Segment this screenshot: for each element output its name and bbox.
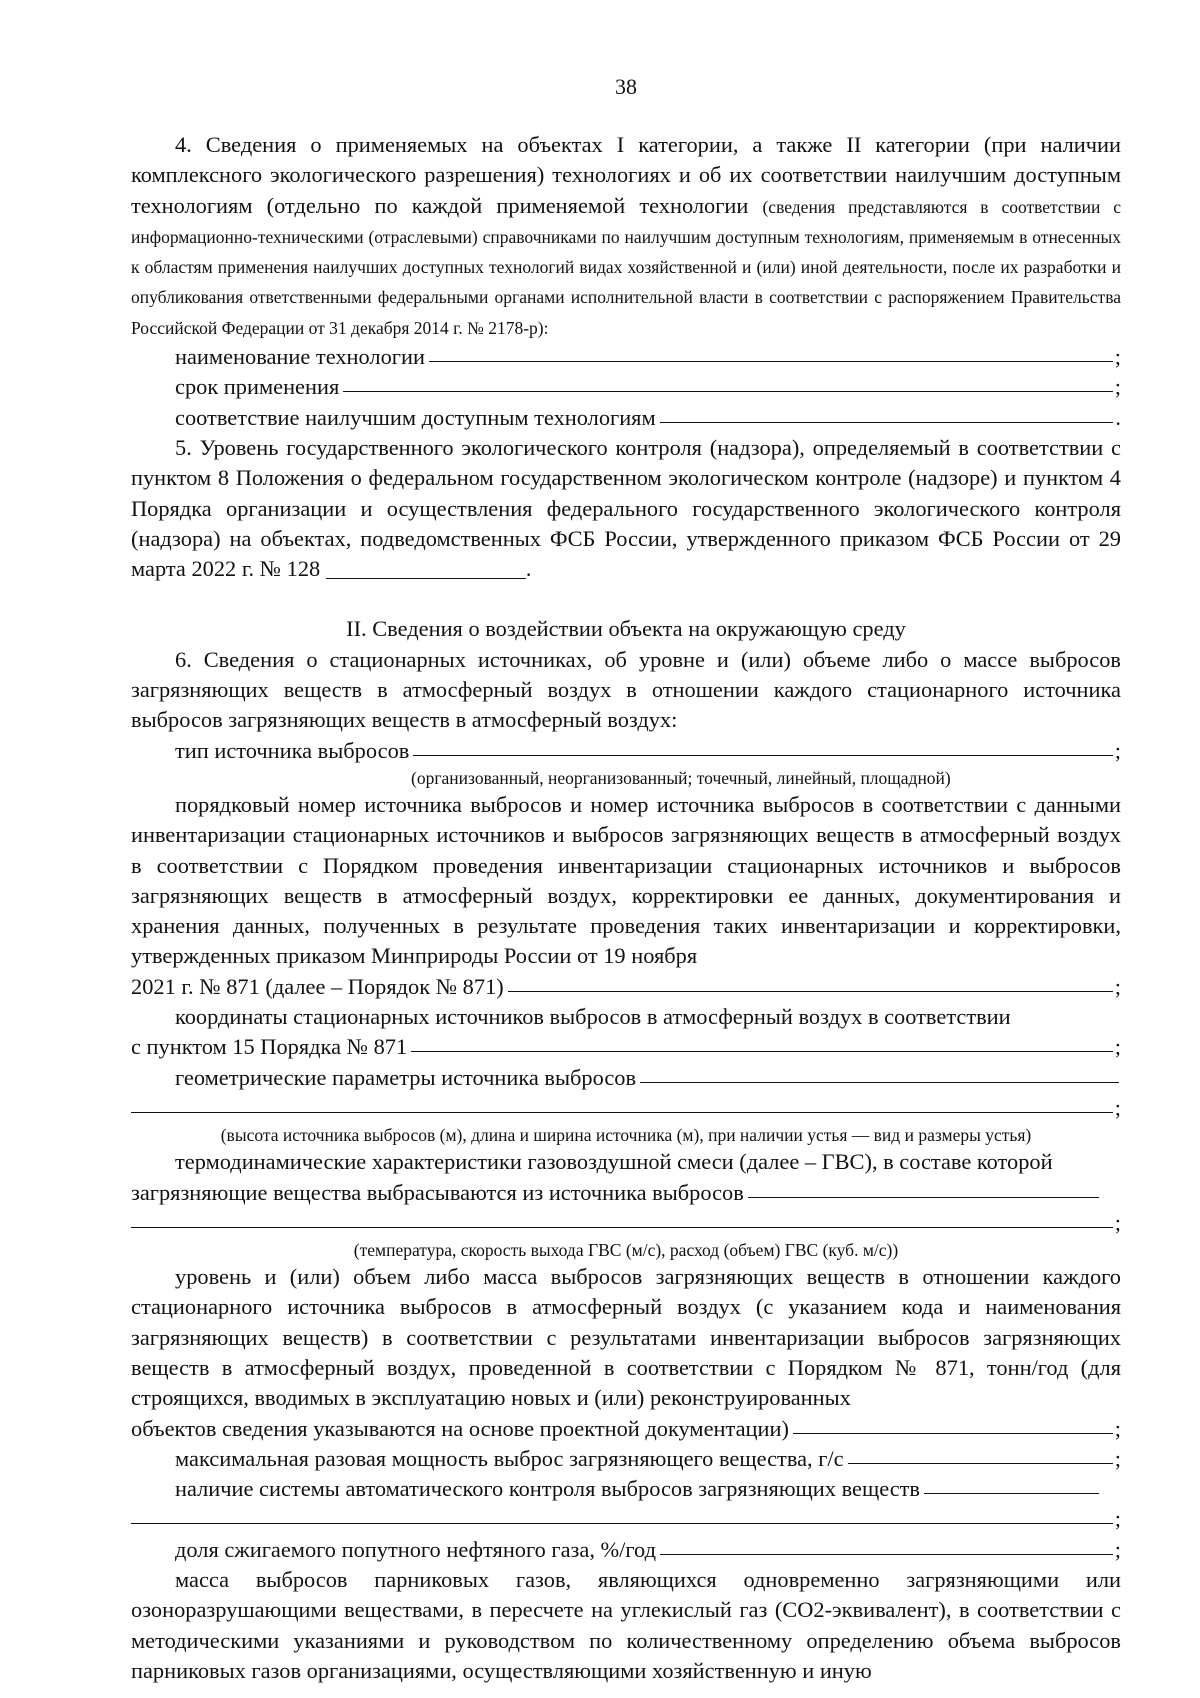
item-5-text: 5. Уровень государственного экологического контроля (надзора), определяемый в соответствии с пунктом 8 Положения о федеральном государственном экологическом контроле (надзоре) и пунктом 4 Порядка организации и осуществления федерального государственного экологического контроля (надзора) на объектах, подведомственных ФСБ России, утвержденного приказом ФСБ России от 29 марта 2022 г. № 128: [131, 434, 1121, 582]
field-max-power-label: максимальная разовая мощность выброс загрязняющего вещества, г/с: [175, 1445, 844, 1471]
ghg-paragraph: масса выбросов парниковых газов, являющихся одновременно загрязняющими или озоноразрушающими веществами, в пересчете на углекислый газ (СО2-эквивалент), в соответствии с методическими указаниями и руководством по количественному определению объема выбросов парниковых газов организациями, осуществляющими хозяйственную и иную: [131, 1567, 1121, 1683]
document-body: [131, 130, 1121, 1686]
thermo-paragraph: термодинамические характеристики газовоздушной смеси (далее – ГВС), в составе которой: [175, 1149, 1053, 1175]
field-coords-blank[interactable]: [411, 1031, 1113, 1052]
item-5-paragraph: [131, 433, 1121, 584]
field-geometry: [131, 1063, 1121, 1093]
field-gas-share: [131, 1535, 1121, 1565]
field-geometry-blank[interactable]: [640, 1062, 1119, 1083]
page-number: 38: [615, 74, 637, 99]
field-thermo: [131, 1178, 1121, 1208]
semicolon: ;: [1114, 1536, 1121, 1562]
semicolon: ;: [1114, 374, 1121, 400]
item-4-small-text: (сведения представляются в соответствии с информационно-техническими (отраслевыми) справочниками по наилучшим доступным технологиям, применяемым в отнесенных к областям применения наилучших доступных технологий видах хозяйственной и (или) иной деятельности, после их разработки и опубликования ответственными федеральными органами исполнительной власти в соответствии с распоряжением Правительства Российской Федерации от 31 декабря 2014 г. № 2178-р):: [131, 196, 1121, 338]
field-ordinal: [131, 972, 1121, 1002]
semicolon: ;: [1114, 1094, 1121, 1120]
field-geometry-blank-2[interactable]: [131, 1092, 1113, 1113]
field-auto-control-blank[interactable]: [924, 1473, 1099, 1494]
field-tech-name-label: наименование технологии: [175, 344, 425, 370]
semicolon: ;: [1114, 1034, 1121, 1060]
semicolon: ;: [1114, 737, 1121, 763]
note-source-type: (организованный, неорганизованный; точечный, линейный, площадной): [411, 767, 951, 788]
field-geometry-label: геометрические параметры источника выбросов: [175, 1064, 637, 1090]
field-auto-control-blank-2[interactable]: [131, 1503, 1113, 1524]
field-period: [131, 372, 1121, 402]
item-5-blank[interactable]: [326, 558, 526, 579]
item-4-main-text: 4. Сведения о применяемых на объектах I категории, а также II категории (при наличии комплексного экологического разрешения) технологиях и об их соответствии наилучшим доступным технологиям (отдельно по каждой применяемой технологии: [131, 132, 1121, 218]
field-geometry-cont: [131, 1093, 1121, 1123]
semicolon: ;: [1114, 973, 1121, 999]
field-source-type-blank[interactable]: [413, 735, 1112, 756]
field-bat-label: соответствие наилучшим доступным технологиям: [175, 404, 656, 430]
section-2-title: II. Сведения о воздействии объекта на окружающую среду: [346, 616, 906, 642]
level-paragraph: уровень и (или) объем либо масса выбросов загрязняющих веществ в отношении каждого стационарного источника выбросов в атмосферный воздух (с указанием кода и наименования загрязняющих веществ) в соответствии с результатами инвентаризации выбросов загрязняющих веществ в атмосферный воздух, проведенной в соответствии с Порядком № 871, тонн/год (для строящихся, вводимых в эксплуатацию новых и (или) реконструированных: [131, 1264, 1121, 1411]
field-max-power-blank[interactable]: [848, 1443, 1113, 1464]
item-6-intro: 6. Сведения о стационарных источниках, об уровне и (или) объеме либо о массе выбросов загрязняющих веществ в атмосферный воздух в отношении каждого стационарного источника выбросов загрязняющих веществ в атмосферный воздух:: [131, 646, 1121, 733]
item-4-paragraph: [131, 130, 1121, 342]
field-auto-control: [131, 1474, 1121, 1504]
field-bat-blank[interactable]: [660, 402, 1114, 423]
semicolon: ;: [1114, 1506, 1121, 1532]
field-thermo-cont: [131, 1208, 1121, 1238]
ordinal-paragraph: порядковый номер источника выбросов и номер источника выбросов в соответствии с данными инвентаризации стационарных источников и выбросов загрязняющих веществ в атмосферный воздух в соответствии с Порядком проведения инвентаризации стационарных источников и выбросов загрязняющих веществ в атмосферный воздух, корректировки ее данных, документирования и хранения данных, полученных в результате проведения таких инвентаризации и корректировки, утвержденных приказом Минприроды России от 19 ноября: [131, 791, 1121, 969]
field-thermo-blank[interactable]: [748, 1177, 1099, 1198]
field-source-type: [131, 736, 1121, 766]
field-level-blank[interactable]: [793, 1413, 1113, 1434]
note-geometry: (высота источника выбросов (м), длина и ширина источника (м), при наличии устья — вид и размеры устья): [220, 1125, 1032, 1146]
field-period-label: срок применения: [175, 374, 340, 400]
field-thermo-blank-2[interactable]: [131, 1207, 1113, 1228]
field-level-label: объектов сведения указываются на основе проектной документации): [131, 1415, 789, 1441]
field-source-type-label: тип источника выбросов: [175, 737, 410, 763]
field-gas-share-label: доля сжигаемого попутного нефтяного газа, %/год: [175, 1536, 656, 1562]
field-ordinal-blank[interactable]: [508, 971, 1113, 992]
field-gas-share-blank[interactable]: [660, 1534, 1113, 1555]
semicolon: ;: [1114, 344, 1121, 370]
note-thermo: (температура, скорость выхода ГВС (м/с), расход (объем) ГВС (куб. м/с)): [353, 1240, 899, 1261]
field-level: [131, 1414, 1121, 1444]
field-bat: [131, 403, 1121, 433]
field-tech-name: [131, 342, 1121, 372]
semicolon: ;: [1114, 1415, 1121, 1441]
coords-paragraph: координаты стационарных источников выбросов в атмосферный воздух в соответствии: [175, 1004, 1011, 1030]
field-auto-control-cont: [131, 1504, 1121, 1534]
semicolon: ;: [1114, 1209, 1121, 1235]
field-auto-control-label: наличие системы автоматического контроля выбросов загрязняющих веществ: [175, 1476, 920, 1502]
field-ordinal-label: 2021 г. № 871 (далее – Порядок № 871): [131, 973, 504, 999]
field-coords-label: с пунктом 15 Порядка № 871: [131, 1034, 408, 1060]
field-period-blank[interactable]: [343, 371, 1113, 392]
field-coords: [131, 1032, 1121, 1062]
field-tech-name-blank[interactable]: [429, 341, 1113, 362]
field-thermo-label: загрязняющие вещества выбрасываются из источника выбросов: [131, 1179, 744, 1205]
period: .: [525, 556, 532, 582]
period: .: [1115, 404, 1121, 430]
semicolon: ;: [1114, 1445, 1121, 1471]
field-max-power: [131, 1444, 1121, 1474]
